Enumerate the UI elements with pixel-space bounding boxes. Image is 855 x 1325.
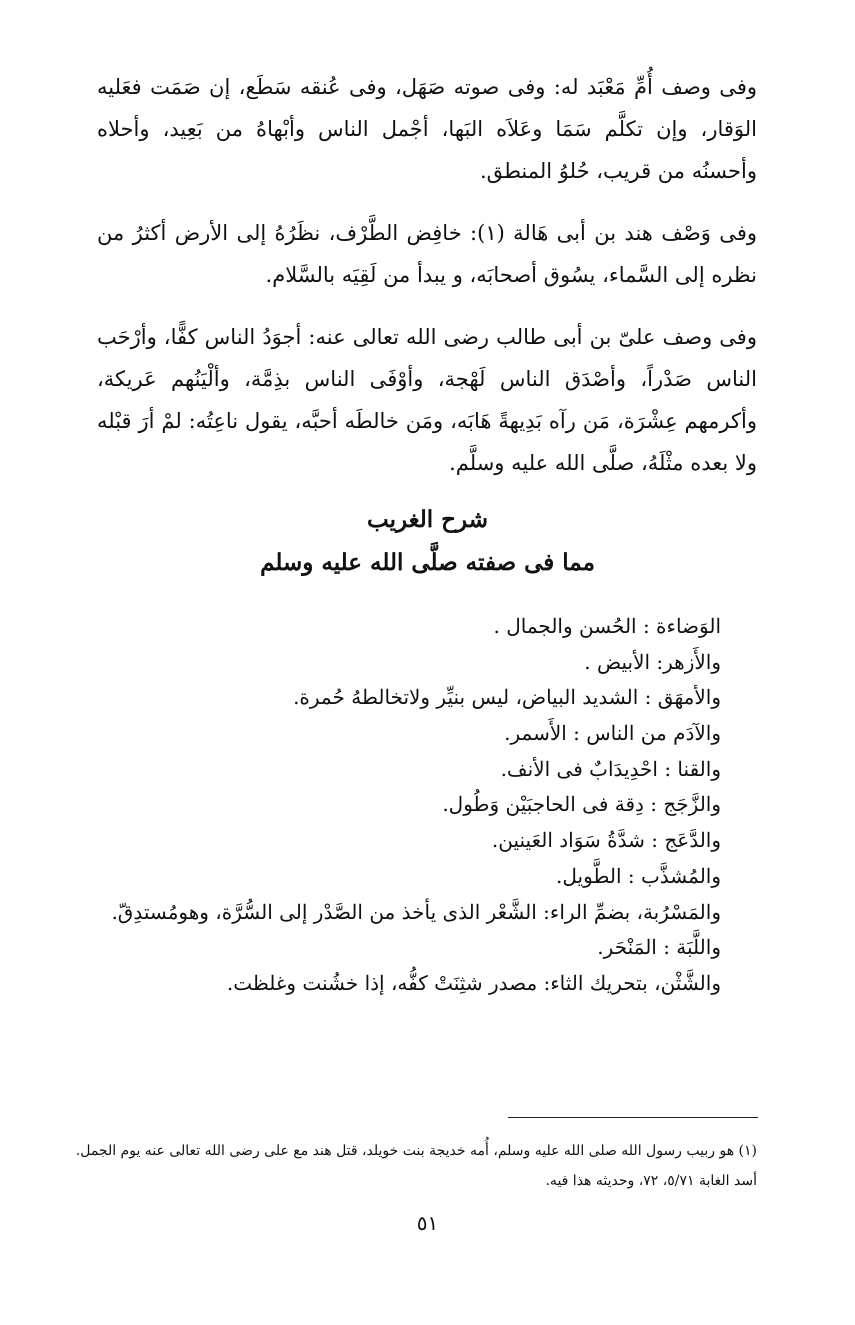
paragraph-umm-mabad: وفى وصف أُمِّ مَعْبَد له: وفى صوته صَهَل، وفى عُنقه سَطَع، إن صَمَت فعَليه الوَقار، وإن تكلَّم سَمَا وعَلاَه البَها، أجْمل الناس وأبْهاهُ من بَعِيد، وأحلاه وأحسنُه من قريب، حُلوُ المنطق. xyxy=(97,75,757,183)
footnote-divider xyxy=(508,1117,758,1118)
section-heading: شرح الغريب xyxy=(367,506,488,533)
glossary-item: والدَّعَج : شدَّةُ سَوَاد العَينين. xyxy=(491,828,721,853)
glossary-item: والمَسْرُبة، بضمِّ الراء: الشَّعْر الذى يأخذ من الصَّدْر إلى السُّرَّة، وهومُستدِقّ. xyxy=(111,899,721,924)
glossary-item: واللَّبَة : المَنْحَر. xyxy=(597,935,721,960)
glossary-list xyxy=(81,609,721,1002)
glossary-item: والأمهَق : الشديد البياض، ليس بنيِّر ولاتخالطهُ حُمرة. xyxy=(293,685,721,710)
glossary-item: الوَضاءة : الحُسن والجمال . xyxy=(493,614,721,638)
glossary-item: والزَّجَج : دِقة فى الحاجبَيْن وَطُول. xyxy=(442,792,721,817)
glossary-item: والشَّثْن، بتحريك الثاء: مصدر شثِنَتْ كفُّه، إذا خشُنت وغلظت. xyxy=(226,970,721,995)
paragraph-hind-ibn-abi-hala: وفى وَصْف هند بن أبى هَالة (١): خافِض الطَّرْف، نظَرُهُ إلى الأرض أكثرُ من نظره إلى السَّماء، يسُوق أصحابَه، و يبدأ من لَقِيَه بالسَّلام. xyxy=(97,221,757,287)
glossary-item: والآدَم من الناس : الأَسمر. xyxy=(504,721,721,746)
footnote-line: أسد الغابة ٥/٧١، ٧٢، وحديثه هذا فيه. xyxy=(545,1173,757,1189)
glossary-item: والقنا : احْدِيدَابٌ فى الأنف. xyxy=(500,756,721,781)
section-subheading: مما فى صفته صلَّى الله عليه وسلم xyxy=(260,549,595,576)
glossary-item: والأَزهر: الأبيض . xyxy=(584,649,721,674)
paragraph-ali-ibn-abi-talib: وفى وصف علىّ بن أبى طالب رضى الله تعالى عنه: أجوَدُ الناس كفًّا، وأرْحَب الناس صَدْراً، وأصْدَق الناس لَهْجة، وأوْفَى الناس بذِمَّة، وألْيَنُهم عَريكة، وأكرمهم عِشْرَة، مَن رآه بَدِيهةً هَابَه، ومَن خالطَه أحبَّه، يقول ناعِتُه: لمْ أرَ قبْله ولا بعده مثْلَهُ، صلَّى الله عليه وسلَّم. xyxy=(97,325,757,475)
footnote xyxy=(77,1136,757,1196)
page-number: ٥١ xyxy=(416,1211,439,1235)
glossary-item: والمُشذَّب : الطَّويل. xyxy=(556,863,721,888)
footnote-line: (١) هو ربيب رسول الله صلى الله عليه وسلم، أُمه خديجة بنت خويلد، قتل هند مع على رضى الله تعالى عنه يوم الجمل. xyxy=(75,1143,757,1159)
